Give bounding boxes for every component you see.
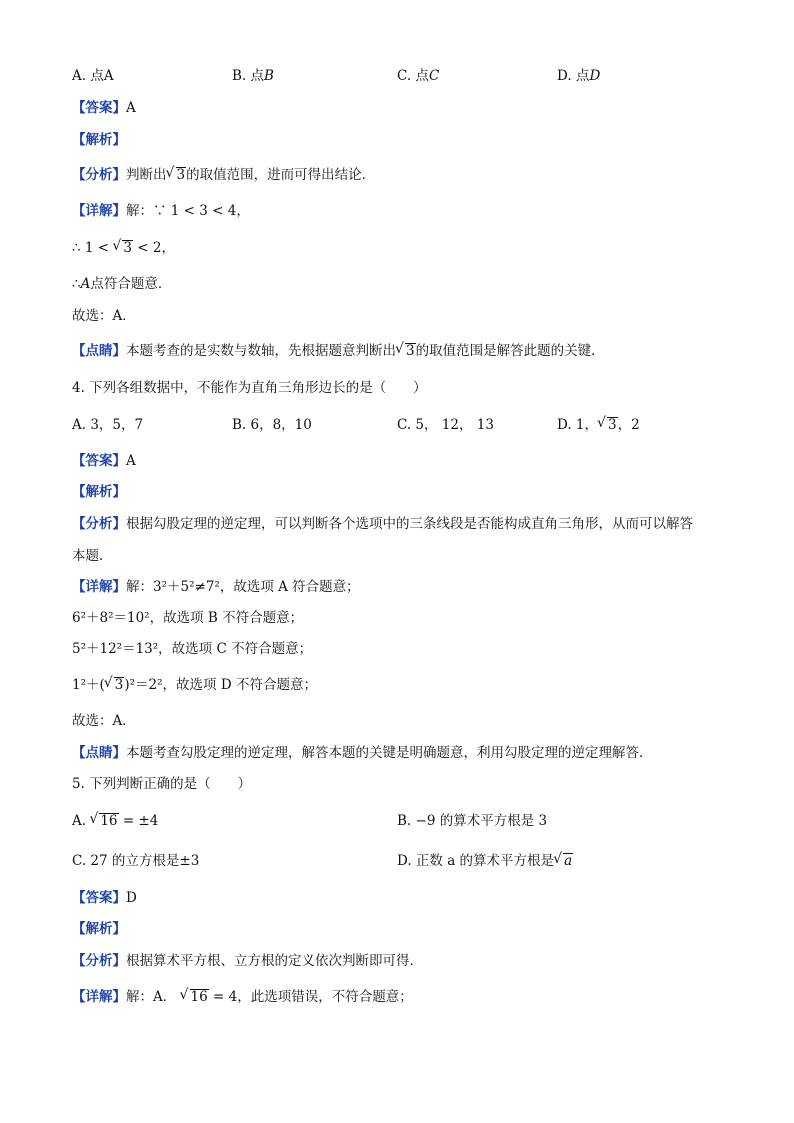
q5-option-b: B. −9 的算术平方根是 3 — [397, 813, 548, 829]
q4-analysis-heading: 【解析】 — [72, 484, 126, 500]
q4-detail-4: 1²＋(√ 3)²＝2²，故选项 D 不符合题意； — [72, 675, 722, 695]
sqrt-symbol: √ 3 — [598, 415, 618, 435]
q4-detail-3: 5²＋12²＝13²，故选项 C 不符合题意； — [72, 641, 313, 657]
q5-detail: 【详解】解：A． √ 16 = 4，此选项错误，不符合题意； — [72, 987, 722, 1007]
q5-option-c: C. 27 的立方根是±3 — [72, 853, 200, 869]
q4-option-b: B. 6，8，10 — [232, 417, 312, 433]
sqrt-symbol: √ 3 — [105, 675, 125, 695]
q5-analysis-heading: 【解析】 — [72, 921, 126, 937]
sqrt-symbol: √ 3 — [396, 341, 416, 361]
sqrt-symbol: √ 3 — [113, 238, 133, 258]
q3-fenxi: 【分析】判断出√ 3的取值范围，进而可得出结论． — [72, 165, 722, 185]
q3-detail-1: 【详解】解：∵ 1 < 3 < 4， — [72, 203, 250, 219]
q3-dianjing: 【点睛】本题考查的是实数与数轴，先根据题意判断出√ 3的取值范围是解答此题的关键． — [72, 341, 722, 361]
q4-choose: 故选：A． — [72, 713, 136, 729]
q3-detail-2: ∴ 1 < √ 3 < 2， — [72, 238, 722, 258]
q4-option-c: C. 5， 12， 13 — [397, 417, 494, 433]
q3-option-d: D. 点D — [557, 68, 601, 84]
q4-dianjing: 【点睛】本题考查勾股定理的逆定理，解答本题的关键是明确题意，利用勾股定理的逆定理解答． — [72, 745, 653, 761]
q5-stem: 5. 下列判断正确的是（ ） — [72, 776, 252, 792]
q4-detail-1: 【详解】解：3²＋5²≠7²，故选项 A 符合题意； — [72, 579, 360, 595]
q3-answer: 【答案】A — [72, 100, 136, 116]
q5-answer: 【答案】D — [72, 890, 137, 906]
sqrt-symbol: √ a — [554, 851, 573, 871]
sqrt-symbol: √ 16 — [181, 987, 209, 1007]
q5-option-a: A. √ 16 = ±4 — [72, 811, 158, 831]
q4-option-a: A. 3，5，7 — [72, 417, 144, 433]
q3-option-a: A. 点A — [72, 68, 114, 84]
q3-option-b: B. 点B — [232, 68, 274, 84]
q4-option-d: D. 1，√ 3，2 — [557, 415, 640, 435]
q4-fenxi-1: 【分析】根据勾股定理的逆定理，可以判断各个选项中的三条线段是否能构成直角三角形，从而可以解答 — [72, 516, 693, 532]
q4-fenxi-2: 本题． — [72, 548, 113, 564]
q4-stem: 4. 下列各组数据中，不能作为直角三角形边长的是（ ） — [72, 380, 427, 396]
q5-option-d: D. 正数 a 的算术平方根是√ a — [397, 851, 573, 871]
q3-choose: 故选：A． — [72, 308, 136, 324]
q5-fenxi: 【分析】根据算术平方根、立方根的定义依次判断即可得． — [72, 953, 423, 969]
sqrt-symbol: √ 16 — [90, 811, 118, 831]
q4-detail-2: 6²＋8²＝10²，故选项 B 不符合题意； — [72, 610, 304, 626]
q3-option-c: C. 点C — [397, 68, 440, 84]
sqrt-symbol: √ 3 — [167, 165, 187, 185]
q4-answer: 【答案】A — [72, 453, 136, 469]
q3-detail-3: ∴A点符合题意． — [72, 276, 172, 292]
q3-analysis-heading: 【解析】 — [72, 132, 126, 148]
